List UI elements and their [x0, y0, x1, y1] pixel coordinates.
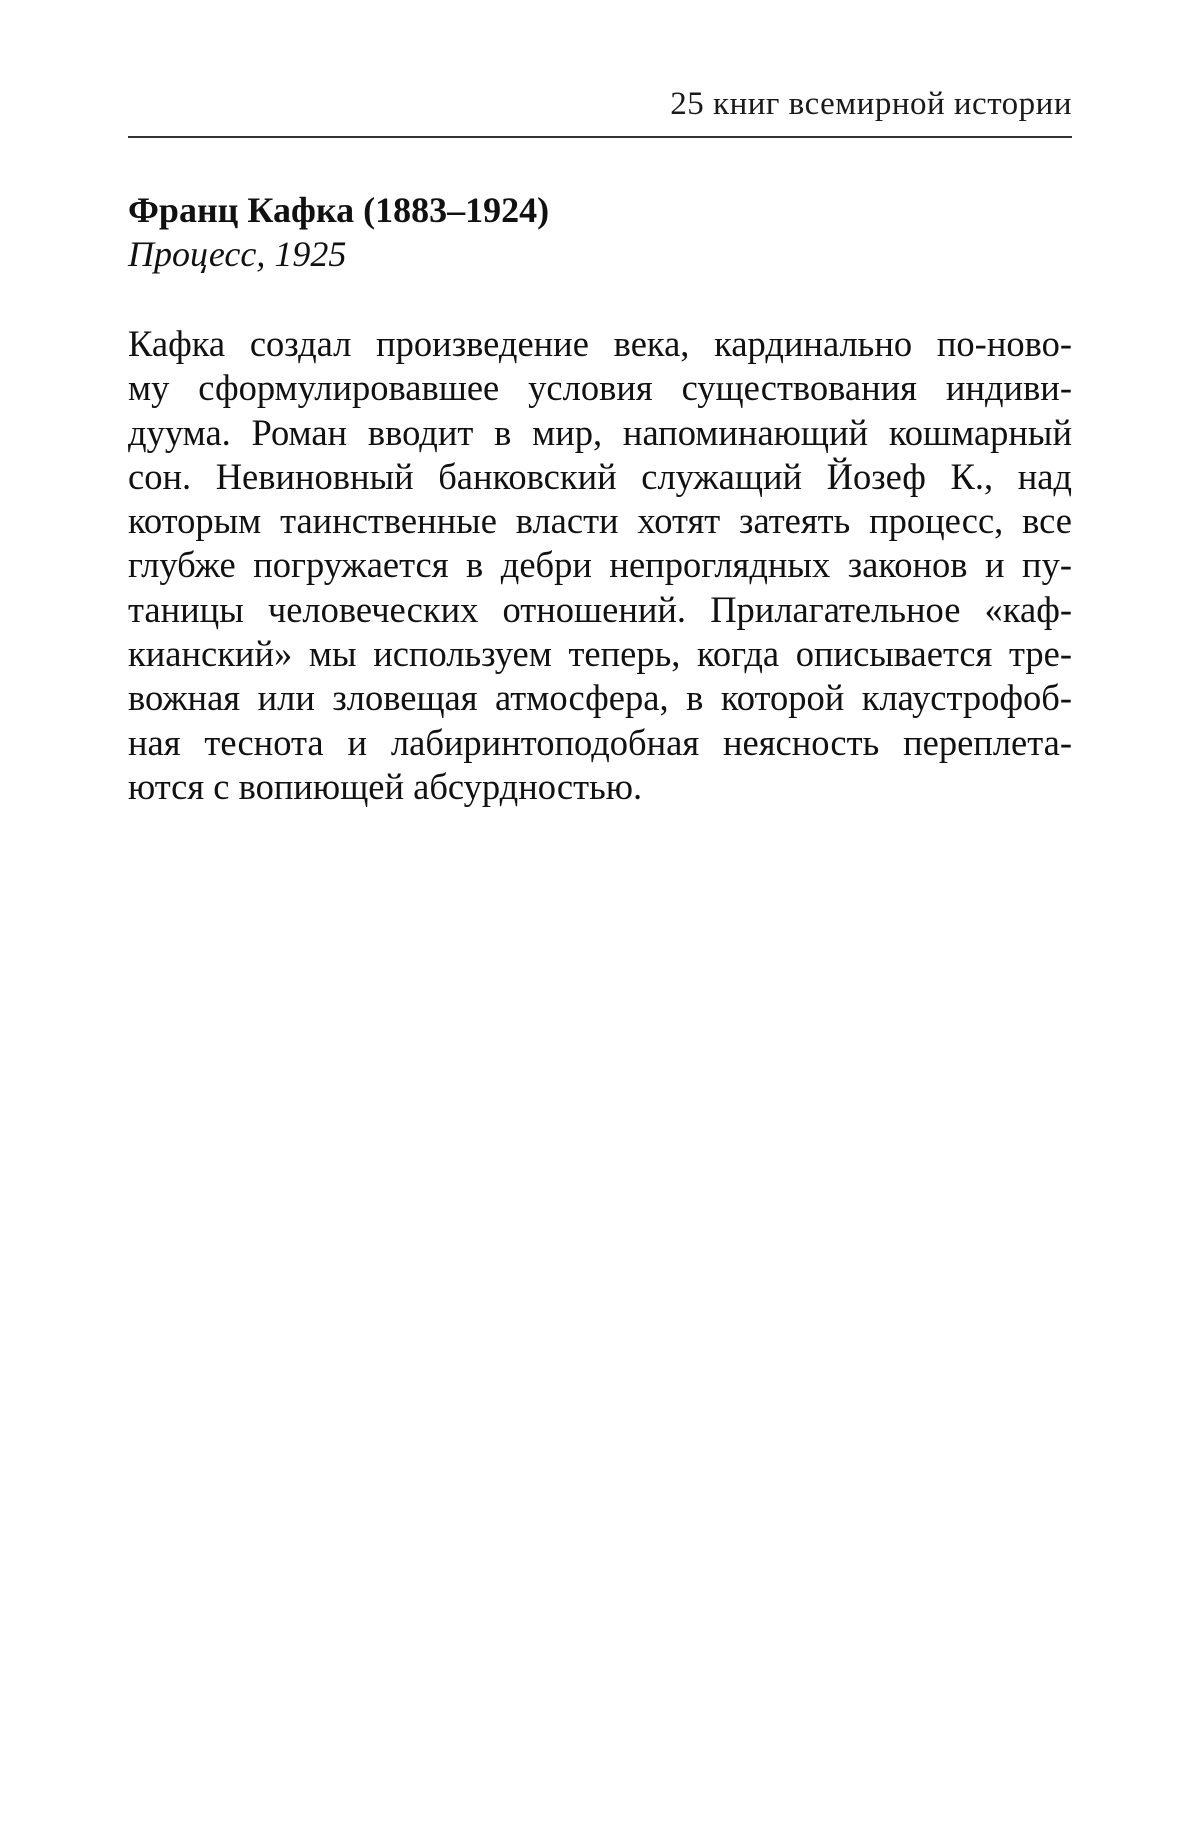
body-line: вожная или зловещая атмосфера, в которой клаустрофоб- — [128, 677, 1072, 719]
entry-body-paragraph — [128, 322, 1072, 809]
body-line: сон. Невиновный банковский служащий Йозеф К., над — [128, 455, 1072, 497]
body-line: ная теснота и лабиринтоподобная неясность переплета- — [128, 721, 1072, 763]
body-line: которым таинственные власти хотят затеять процесс, все — [128, 500, 1072, 542]
body-line: Кафка создал произведение века, кардинально по-ново- — [128, 323, 1072, 364]
entry-author-heading: Франц Кафка (1883–1924) — [128, 190, 550, 230]
entry-work-title: Процесс, 1925 — [128, 234, 347, 274]
body-line: ются с вопиющей абсурдностью. — [128, 765, 643, 807]
body-line: таницы человеческих отношений. Прилагательное «каф- — [128, 588, 1072, 630]
body-line: му сформулировавшее условия существования индиви- — [128, 367, 1072, 409]
body-line: кианский» мы используем теперь, когда описывается тре- — [128, 633, 1072, 675]
header-rule — [128, 136, 1072, 138]
running-header: 25 книг всемирной истории — [670, 86, 1072, 122]
body-line: дуума. Роман вводит в мир, напоминающий кошмарный — [128, 411, 1072, 453]
body-line: глубже погружается в дебри непроглядных законов и пу- — [128, 544, 1072, 586]
